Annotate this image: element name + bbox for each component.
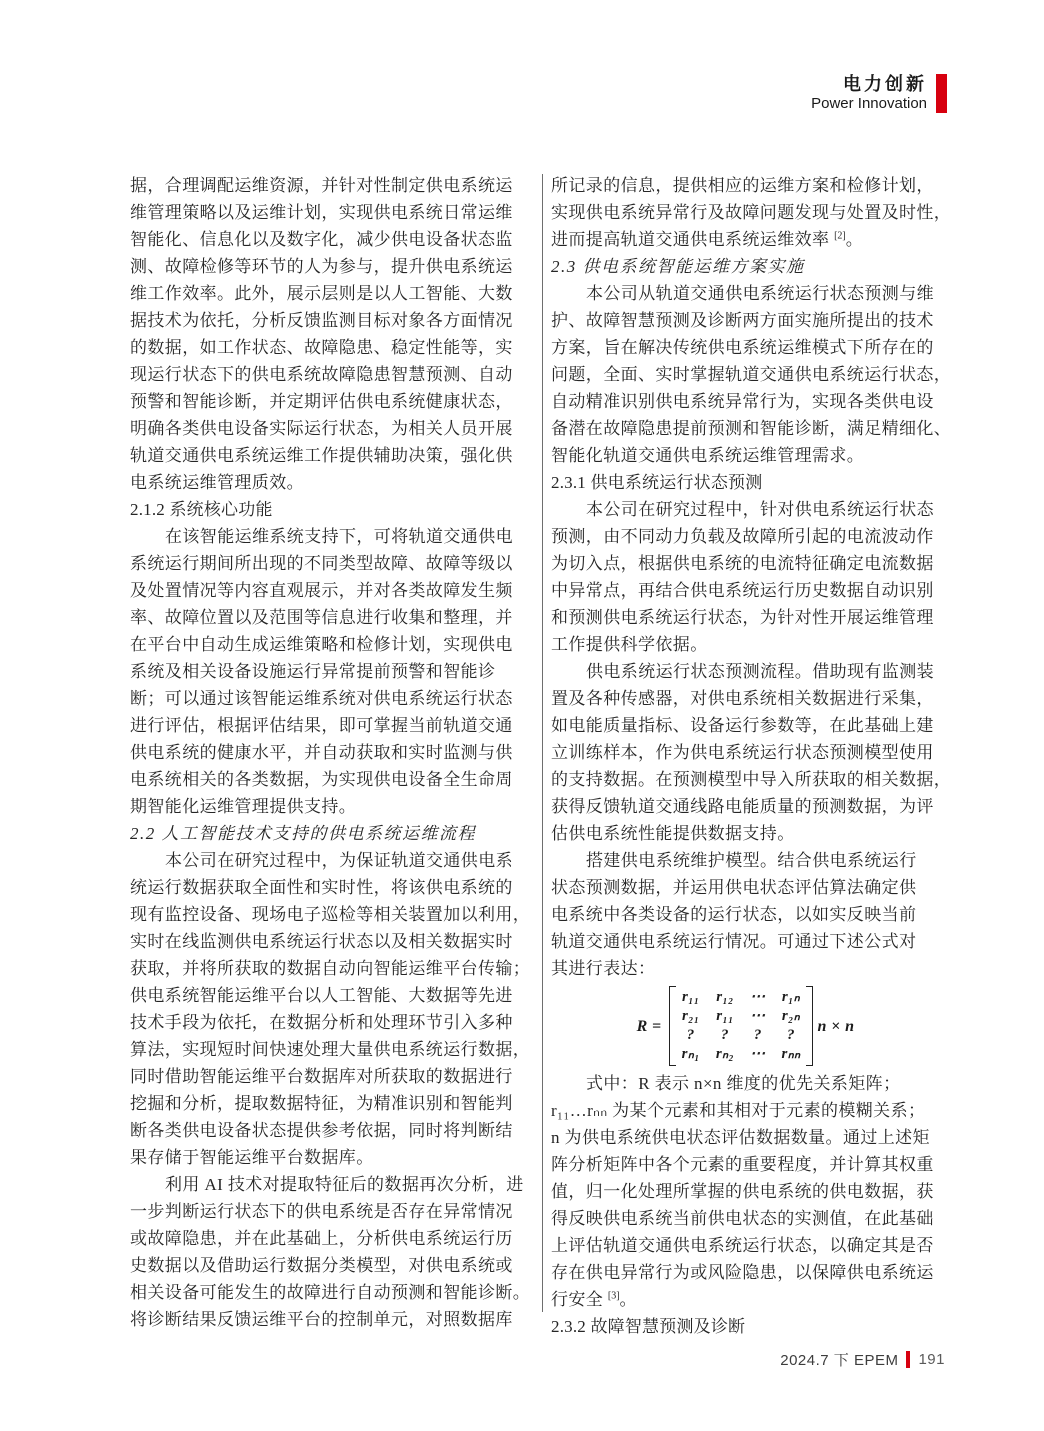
text-run: 得反映供电系统当前供电状态的实测值，在此基础 — [551, 1209, 934, 1228]
text-run: 或故障隐患，并在此基础上，分析供电系统运行历 — [130, 1229, 513, 1248]
text-run: 轨道交通供电系统运行情况。可通过下述公式对 — [551, 932, 917, 951]
article-column-right — [551, 172, 952, 1340]
text-line — [551, 307, 940, 334]
matrix-entry: ⋯ — [750, 1046, 766, 1062]
text-run: 备潜在故障隐患提前预测和智能诊断，满足精细化、 — [551, 419, 952, 438]
text-line — [551, 496, 940, 523]
text-run: 断各类供电设备状态提供参考依据，同时将判断结 — [130, 1121, 513, 1140]
text-line — [130, 226, 516, 253]
text-run: 获得反馈轨道交通线路电能质量的预测数据，为评 — [551, 797, 934, 816]
text-run: 工作提供科学依据。 — [551, 635, 708, 654]
matrix-bracket-right — [806, 986, 813, 1066]
text-line — [551, 550, 940, 577]
text-line — [551, 820, 940, 847]
text-run: 将诊断结果反馈运维平台的控制单元，对照数据库 — [130, 1310, 513, 1329]
text-line — [130, 1279, 531, 1306]
text-line — [551, 685, 940, 712]
text-run: 搭建供电系统维护模型。结合供电系统运行 — [586, 851, 917, 870]
section-heading — [551, 253, 940, 280]
matrix-dimension: n × n — [817, 1017, 855, 1035]
journal-name-cn: 电力创新 — [843, 74, 927, 94]
matrix-entry: r₂ₙ — [781, 1008, 801, 1024]
text-run: 及处置情况等内容直观展示，并对各类故障发生频 — [130, 581, 513, 600]
text-line — [130, 1171, 524, 1198]
matrix-entry: r₁₂ — [716, 989, 734, 1005]
text-run: 。 — [619, 1290, 637, 1309]
text-run: 本公司在研究过程中，为保证轨道交通供电系 — [165, 851, 513, 870]
text-run: 明确各类供电设备实际运行状态，为相关人员开展 — [130, 419, 513, 438]
text-line — [551, 1124, 940, 1151]
text-run: 2.2 人工智能技术支持的供电系统运维流程 — [130, 824, 476, 843]
text-line — [130, 442, 516, 469]
matrix-entry: rₙ₁ — [681, 1046, 700, 1062]
text-line — [130, 415, 516, 442]
text-run: 预警和智能诊断，并定期评估供电系统健康状态， — [130, 392, 513, 411]
section-heading — [130, 820, 516, 847]
text-run: 供电系统智能运维平台以人工智能、大数据等先进 — [130, 986, 513, 1005]
text-run: 存在供电异常行为或风险隐患，以保障供电系统运 — [551, 1263, 934, 1282]
text-run: 据技术为依托，分析反馈监测目标对象各方面情况 — [130, 311, 513, 330]
text-line — [551, 955, 940, 982]
text-line — [551, 1070, 940, 1097]
text-line — [551, 442, 940, 469]
text-line — [130, 1144, 516, 1171]
text-line — [551, 847, 940, 874]
text-run: 置及各种传感器，对供电系统相关数据进行采集， — [551, 689, 934, 708]
text-line — [551, 1205, 940, 1232]
text-run: 阵分析矩阵中各个元素的重要程度，并计算其权重 — [551, 1155, 934, 1174]
section-heading — [551, 1313, 940, 1340]
text-line — [130, 334, 516, 361]
text-line — [130, 199, 516, 226]
text-line — [551, 766, 952, 793]
text-run: 获取，并将所获取的数据自动向智能运维平台传输； — [130, 959, 531, 978]
text-run: 如电能质量指标、设备运行参数等，在此基础上建 — [551, 716, 934, 735]
text-run: 电系统中各类设备的运行状态，以如实反映当前 — [551, 905, 917, 924]
text-line — [130, 928, 516, 955]
text-run: 据，合理调配运维资源，并针对性制定供电系统运 — [130, 176, 513, 195]
text-run: 系统及相关设备设施运行异常提前预警和智能诊 — [130, 662, 496, 681]
text-line — [551, 604, 940, 631]
text-line — [130, 793, 516, 820]
matrix-entry: ? — [753, 1027, 762, 1043]
article-body — [130, 172, 952, 1352]
text-line — [130, 1198, 516, 1225]
text-line — [130, 1090, 516, 1117]
text-line — [130, 361, 516, 388]
text-run: 和预测供电系统运行状态，为针对性开展运维管理 — [551, 608, 934, 627]
text-run: 状态预测数据，并运用供电状态评估算法确定供 — [551, 878, 917, 897]
text-run: 现运行状态下的供电系统故障隐患智慧预测、自动 — [130, 365, 513, 384]
text-line — [130, 469, 516, 496]
text-line — [551, 793, 940, 820]
text-run: 同时借助智能运维平台数据库对所获取的数据进行 — [130, 1067, 513, 1086]
text-run: 维管理策略以及运维计划，实现供电系统日常运维 — [130, 203, 513, 222]
matrix-entry: ⋯ — [750, 989, 766, 1005]
text-line — [551, 874, 940, 901]
text-run: 。 — [845, 230, 864, 249]
text-run: 技术手段为依托，在数据分析和处理环节引入多种 — [130, 1013, 513, 1032]
text-line — [551, 361, 952, 388]
column-divider-rule — [542, 174, 543, 1312]
text-line — [551, 280, 940, 307]
text-run: 进行评估，根据评估结果，即可掌握当前轨道交通 — [130, 716, 513, 735]
text-line — [551, 1097, 940, 1124]
text-line — [130, 280, 516, 307]
text-line — [130, 712, 516, 739]
text-run: 的数据，如工作状态、故障隐患、稳定性能等，实 — [130, 338, 513, 357]
footer-accent-bar — [906, 1351, 910, 1368]
text-line — [130, 658, 516, 685]
text-line — [551, 226, 940, 253]
text-run: 中异常点，再结合供电系统运行历史数据自动识别 — [551, 581, 934, 600]
text-line — [551, 739, 940, 766]
footer-page-number: 191 — [918, 1351, 945, 1368]
matrix-bracket-left — [669, 986, 676, 1066]
text-run: 本公司在研究过程中，针对供电系统运行状态 — [586, 500, 934, 519]
text-run: 智能化、信息化以及数字化，减少供电设备状态监 — [130, 230, 513, 249]
text-run: 挖掘和分析，提取数据特征，为精准识别和智能判 — [130, 1094, 513, 1113]
text-line — [551, 1286, 940, 1313]
text-run: 行安全 — [551, 1290, 608, 1309]
text-run: 2.3.1 供电系统运行状态预测 — [551, 473, 763, 492]
text-run: 算法，实现短时间快速处理大量供电系统运行数据， — [130, 1040, 531, 1059]
text-line — [130, 631, 516, 658]
text-line — [130, 874, 516, 901]
journal-title-block — [811, 74, 927, 113]
text-run: 一步判断运行状态下的供电系统是否存在异常情况 — [130, 1202, 513, 1221]
text-run: 统运行数据获取全面性和实时性，将该供电系统的 — [130, 878, 513, 897]
text-line — [130, 1117, 516, 1144]
text-line — [130, 1009, 516, 1036]
matrix-entry: r₁₁ — [681, 989, 700, 1005]
text-run: 方案，旨在解决传统供电系统运维模式下所存在的 — [551, 338, 934, 357]
text-run: 在平台中自动生成运维策略和检修计划，实现供电 — [130, 635, 513, 654]
text-run: 电系统运维管理质效。 — [130, 473, 304, 492]
text-run: 利用 AI 技术对提取特征后的数据再次分析，进 — [165, 1175, 524, 1194]
text-run: 实时在线监测供电系统运行状态以及相关数据实时 — [130, 932, 513, 951]
matrix — [669, 986, 814, 1066]
formula-lhs: R = — [636, 1017, 662, 1035]
matrix-entry: r₂₁ — [681, 1008, 700, 1024]
text-run: 自动精准识别供电系统异常行为，实现各类供电设 — [551, 392, 934, 411]
citation-marker: [3] — [607, 1290, 620, 1302]
article-column-left — [130, 172, 531, 1333]
text-line — [130, 685, 516, 712]
text-run: 现有监控设备、现场电子巡检等相关装置加以利用， — [130, 905, 531, 924]
matrix-entry: ? — [787, 1027, 795, 1043]
text-line — [551, 523, 940, 550]
text-line — [130, 388, 516, 415]
page-footer — [780, 1349, 945, 1370]
text-run: 2.3.2 故障智慧预测及诊断 — [551, 1317, 746, 1336]
text-run: 断；可以通过该智能运维系统对供电系统运行状态 — [130, 689, 513, 708]
text-line — [130, 955, 531, 982]
text-line — [551, 1232, 940, 1259]
text-run: 智能化轨道交通供电系统运维管理需求。 — [551, 446, 865, 465]
text-line — [130, 172, 516, 199]
matrix-entry: rₙₙ — [781, 1046, 801, 1062]
text-run: 本公司从轨道交通供电系统运行状态预测与维 — [586, 284, 934, 303]
text-line — [130, 901, 531, 928]
text-line — [551, 712, 940, 739]
text-line — [551, 199, 952, 226]
text-run: r₁₁…rₙₙ 为某个元素和其相对于元素的模糊关系； — [551, 1101, 926, 1120]
matrix-entry: rₙ₂ — [715, 1046, 735, 1062]
section-heading — [130, 496, 516, 523]
matrix-entry: ? — [721, 1027, 729, 1043]
text-line — [551, 928, 940, 955]
text-line — [130, 307, 516, 334]
section-heading — [551, 469, 940, 496]
text-line — [130, 523, 516, 550]
text-line — [130, 739, 516, 766]
page-header — [811, 74, 947, 113]
text-line — [551, 1151, 940, 1178]
text-line — [130, 982, 516, 1009]
matrix-entry: r₁₁ — [716, 1008, 734, 1024]
text-line — [130, 1063, 516, 1090]
text-run: 式中：R 表示 n×n 维度的优先关系矩阵； — [586, 1074, 901, 1093]
text-line — [130, 1225, 516, 1252]
text-line — [551, 1178, 940, 1205]
text-line — [551, 577, 940, 604]
text-run: 所记录的信息，提供相应的运维方案和检修计划， — [551, 176, 934, 195]
text-run: 值，归一化处理所掌握的供电系统的供电数据，获 — [551, 1182, 934, 1201]
text-run: 系统运行期间所出现的不同类型故障、故障等级以 — [130, 554, 513, 573]
text-run: 预测，由不同动力负载及故障所引起的电流波动作 — [551, 527, 934, 546]
text-run: 估供电系统性能提供数据支持。 — [551, 824, 795, 843]
text-run: 问题，全面、实时掌握轨道交通供电系统运行状态， — [551, 365, 952, 384]
text-run: 维工作效率。此外，展示层则是以人工智能、大数 — [130, 284, 513, 303]
matrix-entry: ? — [686, 1027, 695, 1043]
text-run: 果存储于智能运维平台数据库。 — [130, 1148, 374, 1167]
text-run: 电系统相关的各类数据，为实现供电设备全生命周 — [130, 770, 513, 789]
text-run: n 为供电系统供电状态评估数据数量。通过上述矩 — [551, 1128, 930, 1147]
text-run: 为切入点，根据供电系统的电流特征确定电流数据 — [551, 554, 934, 573]
text-line — [551, 388, 940, 415]
text-line — [130, 1036, 531, 1063]
text-run: 立训练样本，作为供电系统运行状态预测模型使用 — [551, 743, 934, 762]
text-run: 率、故障位置以及范围等信息进行收集和整理，并 — [130, 608, 513, 627]
text-run: 的支持数据。在预测模型中导入所获取的相关数据， — [551, 770, 952, 789]
text-run: 史数据以及借助运行数据分类模型，对供电系统或 — [130, 1256, 513, 1275]
header-accent-bar — [936, 74, 947, 113]
text-run: 进而提高轨道交通供电系统运维效率 — [551, 230, 835, 249]
text-run: 在该智能运维系统支持下，可将轨道交通供电 — [165, 527, 513, 546]
footer-issue: 2024.7 下 EPEM — [780, 1352, 899, 1369]
priority-matrix-formula — [551, 982, 940, 1070]
text-line — [551, 334, 940, 361]
text-line — [551, 631, 940, 658]
text-run: 相关设备可能发生的故障进行自动预测和智能诊断。 — [130, 1283, 531, 1302]
text-run: 2.1.2 系统核心功能 — [130, 500, 273, 519]
text-line — [130, 1252, 516, 1279]
journal-name-en: Power Innovation — [811, 95, 927, 112]
citation-marker: [2] — [834, 230, 846, 242]
text-line — [130, 253, 516, 280]
matrix-entries — [676, 986, 807, 1066]
text-line — [551, 415, 952, 442]
text-run: 其进行表达： — [551, 959, 656, 978]
text-run: 2.3 供电系统智能运维方案实施 — [551, 257, 805, 276]
text-line — [130, 577, 516, 604]
text-line — [551, 901, 940, 928]
text-run: 轨道交通供电系统运维工作提供辅助决策，强化供 — [130, 446, 513, 465]
text-line — [551, 1259, 940, 1286]
text-line — [551, 658, 940, 685]
text-line — [130, 1306, 516, 1333]
text-run: 供电系统的健康水平，并自动获取和实时监测与供 — [130, 743, 513, 762]
text-run: 上评估轨道交通供电系统运行状态，以确定其是否 — [551, 1236, 934, 1255]
matrix-entry: ⋯ — [750, 1008, 766, 1024]
matrix-entry: r₁ₙ — [781, 989, 801, 1005]
text-line — [130, 847, 516, 874]
text-line — [130, 604, 516, 631]
text-line — [551, 172, 940, 199]
text-run: 供电系统运行状态预测流程。借助现有监测装 — [586, 662, 934, 681]
text-line — [130, 550, 516, 577]
text-run: 实现供电系统异常行及故障问题发现与处置及时性， — [551, 203, 952, 222]
text-run: 护、故障智慧预测及诊断两方面实施所提出的技术 — [551, 311, 934, 330]
text-run: 测、故障检修等环节的人为参与，提升供电系统运 — [130, 257, 513, 276]
text-run: 期智能化运维管理提供支持。 — [130, 797, 357, 816]
text-line — [130, 766, 516, 793]
